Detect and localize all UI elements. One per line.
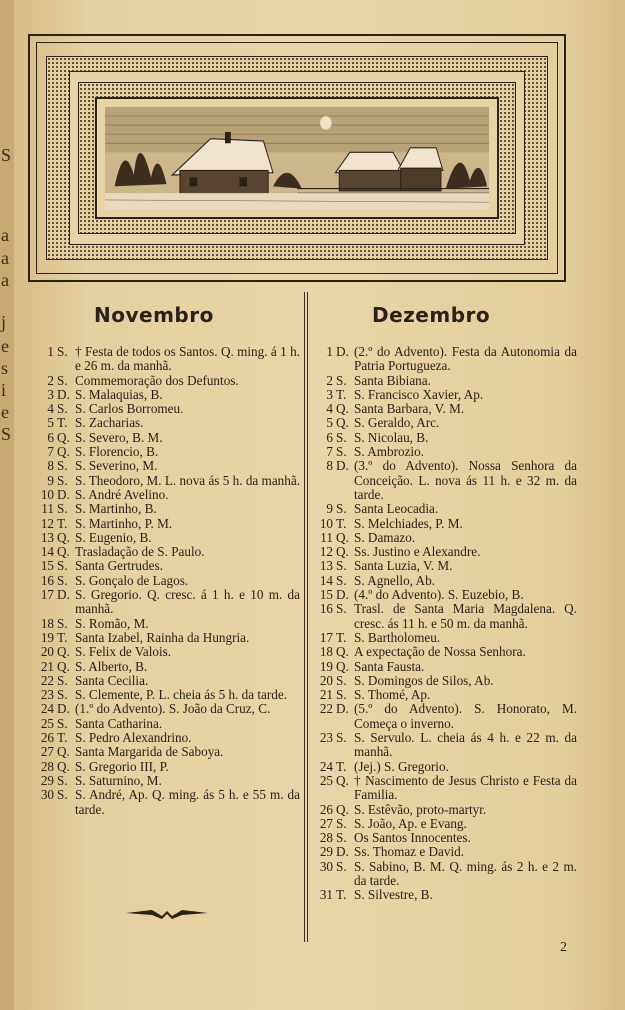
day-description: Santa Catharina. [75, 715, 163, 731]
calendar-day-row [34, 760, 300, 774]
calendar-page [14, 0, 625, 1010]
weekday-letter: S. [336, 601, 347, 617]
calendar-day-row [319, 674, 577, 688]
weekday-letter: S. [336, 444, 347, 460]
spine-letter: a [1, 270, 9, 290]
calendar-day-row [34, 745, 300, 759]
day-description: S. Agnello, Ab. [354, 572, 435, 588]
day-number: 2 [47, 372, 54, 388]
calendar-day-row [34, 345, 300, 374]
calendar-day-row [34, 645, 300, 659]
day-description: S. Servulo. L. cheia ás 4 h. e 22 m. da manhã. [354, 730, 577, 760]
weekday-letter: Q. [57, 529, 70, 545]
weekday-letter: Q. [57, 758, 70, 774]
calendar-day-row [319, 545, 577, 559]
day-description: Santa Bibiana. [354, 372, 431, 388]
day-description: S. Carlos Borromeu. [75, 401, 184, 417]
calendar-day-row [34, 717, 300, 731]
day-number: 3 [47, 386, 54, 402]
day-number: 13 [40, 529, 54, 545]
day-description: † Festa de todos os Santos. Q. ming. á 1 h. e 26 m. da manhã. [75, 344, 300, 374]
calendar-day-row [34, 502, 300, 516]
calendar-day-row [319, 660, 577, 674]
calendar-day-row [34, 574, 300, 588]
day-number: 2 [326, 372, 333, 388]
day-number: 23 [319, 730, 333, 746]
day-number: 1 [326, 344, 333, 359]
weekday-letter: T. [336, 758, 347, 774]
weekday-letter: Q. [336, 772, 349, 788]
calendar-day-row [319, 588, 577, 602]
day-description: Santa Cecilia. [75, 672, 149, 688]
weekday-letter: S. [57, 458, 68, 474]
weekday-letter: T. [57, 415, 68, 431]
day-number: 18 [319, 644, 333, 660]
weekday-letter: D. [336, 844, 349, 860]
day-description: S. Damazo. [354, 529, 416, 545]
calendar-day-row [319, 402, 577, 416]
day-number: 23 [40, 687, 54, 703]
calendar-day-row [34, 559, 300, 573]
weekday-letter: Q. [336, 801, 349, 817]
day-number: 19 [40, 629, 54, 645]
day-description: S. Severino, M. [75, 458, 158, 474]
day-number: 7 [47, 444, 54, 460]
month-title-november: Novembro [94, 303, 214, 327]
day-description: S. Gregorio. Q. cresc. á 1 h. e 10 m. da manhã. [75, 587, 300, 617]
weekday-letter: S. [57, 615, 68, 631]
weekday-letter: S. [336, 572, 347, 588]
day-number: 28 [40, 758, 54, 774]
weekday-letter: Q. [57, 444, 70, 460]
day-number: 25 [40, 715, 54, 731]
day-description: Commemoração dos Defuntos. [75, 372, 239, 388]
day-description: (Jej.) S. Gregorio. [354, 758, 449, 774]
weekday-letter: D. [57, 386, 70, 402]
day-description: (3.º do Advento). Nossa Senhora da Conceição. L. nova ás 11 h. e 32 m. da tarde. [354, 458, 577, 502]
weekday-letter: T. [336, 386, 347, 402]
calendar-day-row [34, 416, 300, 430]
day-number: 3 [326, 386, 333, 402]
day-description: Trasl. de Santa Maria Magdalena. Q. cresc. ás 11 h. e 50 m. da manhã. [354, 601, 577, 631]
day-description: S. Romão, M. [75, 615, 149, 631]
day-description: S. Clemente, P. L. cheia ás 5 h. da tarde. [75, 687, 288, 703]
weekday-letter: S. [336, 830, 347, 846]
day-description: Ss. Thomaz e David. [354, 844, 465, 860]
winter-scene-box [95, 97, 499, 219]
day-number: 14 [319, 572, 333, 588]
day-number: 9 [326, 501, 333, 517]
day-number: 13 [319, 558, 333, 574]
calendar-day-row [319, 831, 577, 845]
day-description: A expectação de Nossa Senhora. [354, 644, 526, 660]
calendar-day-row [319, 602, 577, 631]
day-description: S. Silvestre, B. [354, 887, 433, 903]
weekday-letter: S. [336, 558, 347, 574]
weekday-letter: S. [336, 730, 347, 746]
weekday-letter: D. [336, 458, 349, 474]
column-divider [304, 292, 305, 942]
day-number: 22 [40, 672, 54, 688]
day-number: 22 [319, 701, 333, 717]
weekday-letter: S. [336, 687, 347, 703]
november-list [34, 345, 300, 817]
day-description: (5.º do Advento). S. Honorato, M. Começa o inverno. [354, 701, 577, 731]
calendar-day-row [34, 445, 300, 459]
weekday-letter: D. [336, 587, 349, 603]
day-description: S. Geraldo, Arc. [354, 415, 440, 431]
day-number: 17 [40, 587, 54, 603]
calendar-day-row [34, 674, 300, 688]
day-description: S. Theodoro, M. L. nova ás 5 h. da manhã. [75, 472, 301, 488]
day-description: S. André, Ap. Q. ming. ás 5 h. e 55 m. da tarde. [75, 787, 300, 817]
weekday-letter: T. [336, 887, 347, 903]
day-number: 30 [319, 858, 333, 874]
spine-letter: S [1, 424, 12, 444]
day-description: S. Estêvão, proto-martyr. [354, 801, 487, 817]
winter-village-illustration [105, 107, 489, 209]
weekday-letter: S. [57, 401, 68, 417]
day-description: Ss. Justino e Alexandre. [354, 544, 481, 560]
day-description: Os Santos Innocentes. [354, 830, 471, 846]
calendar-day-row [34, 688, 300, 702]
day-description: S. Martinho, P. M. [75, 515, 173, 531]
calendar-day-row [319, 574, 577, 588]
day-description: † Nascimento de Jesus Christo e Festa da Familia. [354, 772, 577, 803]
stippled-inner-band [78, 82, 516, 234]
calendar-day-row [34, 631, 300, 645]
day-description: S. Gonçalo de Lagos. [75, 572, 189, 588]
day-description: Santa Leocadia. [354, 501, 439, 517]
day-number: 6 [326, 429, 333, 445]
weekday-letter: S. [57, 715, 68, 731]
day-description: Santa Fausta. [354, 658, 425, 674]
day-description: S. Ambrozio. [354, 444, 424, 460]
calendar-day-row [319, 631, 577, 645]
day-number: 27 [40, 744, 54, 760]
day-number: 8 [326, 458, 333, 474]
calendar-day-row [34, 517, 300, 531]
day-number: 29 [40, 772, 54, 788]
calendar-day-row [319, 517, 577, 531]
day-number: 26 [319, 801, 333, 817]
calendar-day-row [34, 474, 300, 488]
calendar-day-row [319, 888, 577, 902]
spine-letter: s [1, 358, 9, 378]
calendar-day-row [34, 545, 300, 559]
day-number: 19 [319, 658, 333, 674]
weekday-letter: S. [57, 501, 68, 517]
weekday-letter: Q. [336, 401, 349, 417]
day-description: Santa Gertrudes. [75, 558, 163, 574]
weekday-letter: Q. [57, 644, 70, 660]
calendar-day-row [34, 660, 300, 674]
day-description: Santa Luzia, V. M. [354, 558, 453, 574]
spine-letter: e [1, 402, 9, 422]
day-description: S. Martinho, B. [75, 501, 157, 517]
day-description: Trasladação de S. Paulo. [75, 544, 205, 560]
weekday-letter: S. [336, 501, 347, 517]
day-number: 15 [319, 587, 333, 603]
day-number: 1 [47, 344, 54, 359]
day-number: 16 [319, 601, 333, 617]
day-number: 24 [40, 701, 54, 717]
day-number: 12 [319, 544, 333, 560]
calendar-day-row [319, 702, 577, 731]
day-number: 26 [40, 730, 54, 746]
day-description: Santa Margarida de Saboya. [75, 744, 224, 760]
weekday-letter: S. [336, 672, 347, 688]
weekday-letter: Q. [57, 658, 70, 674]
weekday-letter: Q. [336, 529, 349, 545]
weekday-letter: T. [57, 629, 68, 645]
day-number: 21 [40, 658, 54, 674]
day-number: 9 [47, 472, 54, 488]
ornament-divider [124, 906, 210, 920]
day-description: S. Saturnino, M. [75, 772, 162, 788]
day-number: 11 [41, 501, 54, 517]
day-description: S. Eugenio, B. [75, 529, 152, 545]
book-spine-edge [0, 0, 15, 1010]
day-description: S. Florencio, B. [75, 444, 159, 460]
december-list [319, 345, 577, 903]
day-description: S. Felix de Valois. [75, 644, 172, 660]
day-number: 15 [40, 558, 54, 574]
weekday-letter: T. [336, 515, 347, 531]
day-number: 25 [319, 772, 333, 788]
calendar-day-row [34, 788, 300, 817]
calendar-day-row [319, 688, 577, 702]
calendar-day-row [34, 388, 300, 402]
day-number: 6 [47, 429, 54, 445]
calendar-day-row [319, 345, 577, 374]
weekday-letter: S. [336, 372, 347, 388]
weekday-letter: T. [57, 730, 68, 746]
calendar-day-row [34, 617, 300, 631]
day-description: S. Nicolau, B. [354, 429, 429, 445]
calendar-day-row [319, 559, 577, 573]
spine-letter: a [1, 225, 9, 245]
day-number: 5 [326, 415, 333, 431]
spine-letter: S [1, 145, 12, 165]
day-description: S. Zacharias. [75, 415, 144, 431]
weekday-letter: D. [336, 344, 349, 359]
day-number: 10 [40, 486, 54, 502]
day-number: 29 [319, 844, 333, 860]
weekday-letter: Q. [336, 644, 349, 660]
calendar-day-row [319, 845, 577, 859]
day-number: 30 [40, 787, 54, 803]
weekday-letter: D. [336, 701, 349, 717]
calendar-day-row [319, 817, 577, 831]
day-description: S. Alberto, B. [75, 658, 148, 674]
day-description: S. Pedro Alexandrino. [75, 730, 192, 746]
weekday-letter: Q. [57, 544, 70, 560]
day-description: Santa Barbara, V. M. [354, 401, 465, 417]
stippled-border [46, 56, 548, 260]
weekday-letter: S. [57, 772, 68, 788]
calendar-day-row [34, 774, 300, 788]
day-number: 14 [40, 544, 54, 560]
calendar-day-row [319, 860, 577, 889]
weekday-letter: Q. [336, 658, 349, 674]
weekday-letter: D. [57, 701, 70, 717]
day-description: S. Melchiades, P. M. [354, 515, 463, 531]
day-number: 28 [319, 830, 333, 846]
calendar-day-row [34, 459, 300, 473]
calendar-day-row [34, 588, 300, 617]
day-number: 16 [40, 572, 54, 588]
weekday-letter: Q. [336, 415, 349, 431]
calendar-day-row [34, 431, 300, 445]
day-description: (1.º do Advento). S. João da Cruz, C. [75, 701, 271, 717]
day-number: 20 [319, 672, 333, 688]
day-description: S. João, Ap. e Evang. [354, 815, 467, 831]
calendar-day-row [34, 531, 300, 545]
day-number: 17 [319, 629, 333, 645]
weekday-letter: Q. [57, 744, 70, 760]
day-description: S. Francisco Xavier, Ap. [354, 386, 484, 402]
day-number: 10 [319, 515, 333, 531]
day-description: S. Malaquias, B. [75, 386, 163, 402]
calendar-day-row [319, 645, 577, 659]
page-number: 2 [560, 940, 567, 955]
calendar-day-row [319, 388, 577, 402]
day-number: 4 [47, 401, 54, 417]
calendar-day-row [319, 502, 577, 516]
day-description: S. André Avelino. [75, 486, 169, 502]
weekday-letter: S. [57, 472, 68, 488]
calendar-day-row [319, 431, 577, 445]
day-description: (4.º do Advento). S. Euzebio, B. [354, 587, 524, 603]
day-description: S. Severo, B. M. [75, 429, 163, 445]
day-number: 11 [320, 529, 333, 545]
month-title-december: Dezembro [372, 303, 491, 327]
day-description: S. Gregorio III, P. [75, 758, 169, 774]
calendar-day-row [319, 803, 577, 817]
calendar-day-row [319, 731, 577, 760]
weekday-letter: S. [336, 858, 347, 874]
day-number: 4 [326, 401, 333, 417]
day-number: 8 [47, 458, 54, 474]
weekday-letter: D. [57, 486, 70, 502]
calendar-day-row [34, 702, 300, 716]
weekday-letter: S. [57, 344, 68, 359]
calendar-day-row [319, 374, 577, 388]
spine-letter: e [1, 336, 9, 356]
weekday-letter: S. [336, 429, 347, 445]
day-number: 31 [319, 887, 333, 903]
day-description: (2.º do Advento). Festa da Autonomia da Patria Portugueza. [354, 344, 577, 374]
weekday-letter: S. [57, 787, 68, 803]
calendar-day-row [319, 531, 577, 545]
calendar-day-row [319, 760, 577, 774]
calendar-day-row [319, 416, 577, 430]
calendar-day-row [319, 445, 577, 459]
day-number: 20 [40, 644, 54, 660]
day-number: 24 [319, 758, 333, 774]
header-illustration-frame [28, 34, 566, 282]
spine-letter: a [1, 248, 9, 268]
weekday-letter: S. [57, 558, 68, 574]
weekday-letter: T. [57, 515, 68, 531]
day-number: 12 [40, 515, 54, 531]
day-number: 27 [319, 815, 333, 831]
spine-letter: i [1, 380, 7, 400]
day-description: S. Thomé, Ap. [354, 687, 431, 703]
weekday-letter: Q. [57, 429, 70, 445]
weekday-letter: S. [57, 687, 68, 703]
day-number: 7 [326, 444, 333, 460]
calendar-day-row [34, 488, 300, 502]
weekday-letter: S. [57, 672, 68, 688]
calendar-day-row [319, 459, 577, 502]
weekday-letter: S. [57, 572, 68, 588]
calendar-day-row [34, 731, 300, 745]
day-number: 5 [47, 415, 54, 431]
day-description: S. Sabino, B. M. Q. ming. ás 2 h. e 2 m. da tarde. [354, 858, 577, 888]
calendar-day-row [34, 402, 300, 416]
plain-band [69, 71, 525, 245]
spine-letter: j [1, 312, 7, 332]
calendar-day-row [319, 774, 577, 803]
weekday-letter: Q. [336, 544, 349, 560]
calendar-day-row [34, 374, 300, 388]
day-description: Santa Izabel, Rainha da Hungria. [75, 629, 250, 645]
weekday-letter: D. [57, 587, 70, 603]
day-number: 18 [40, 615, 54, 631]
weekday-letter: S. [57, 372, 68, 388]
weekday-letter: T. [336, 629, 347, 645]
weekday-letter: S. [336, 815, 347, 831]
day-description: S. Domingos de Silos, Ab. [354, 672, 494, 688]
day-number: 21 [319, 687, 333, 703]
day-description: S. Bartholomeu. [354, 629, 441, 645]
